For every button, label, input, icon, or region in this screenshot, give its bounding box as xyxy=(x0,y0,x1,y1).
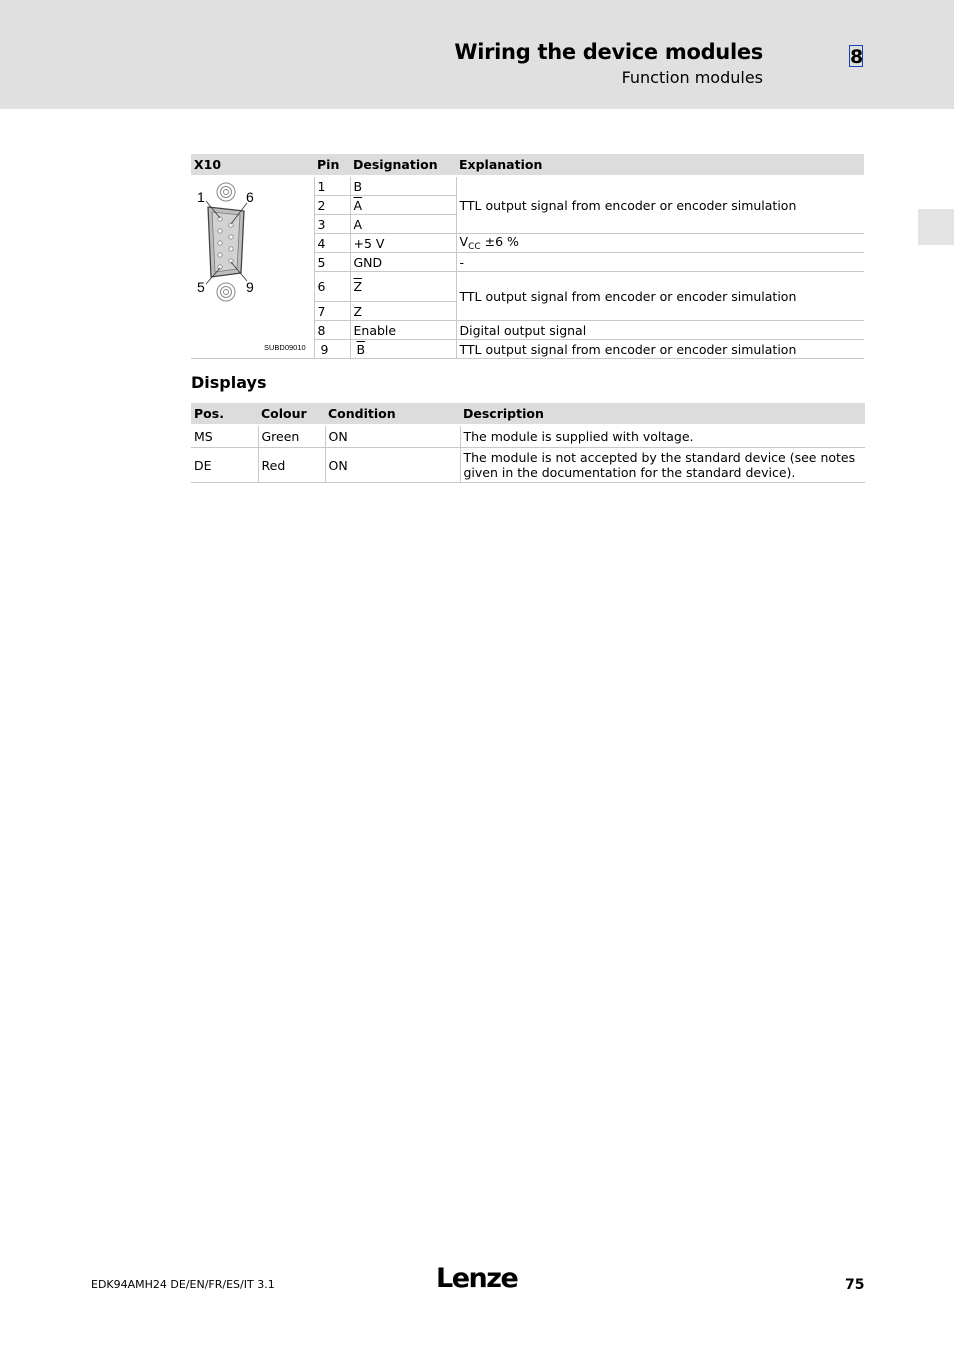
designation-cell: GND xyxy=(350,253,456,272)
pin-cell: 3 xyxy=(314,215,350,234)
colour-cell: Red xyxy=(258,448,325,483)
col-header-x10: X10 xyxy=(191,154,314,176)
table-row xyxy=(191,176,864,196)
designation-cell: $\overline{A}$ xyxy=(350,196,456,215)
explanation-cell: TTL output signal from encoder or encoder simulation xyxy=(456,176,864,234)
col-header-condition: Condition xyxy=(325,403,460,425)
pin-cell: 1 xyxy=(314,176,350,196)
table-header-row xyxy=(191,154,864,176)
explanation-cell xyxy=(456,234,864,253)
description-cell: The module is supplied with voltage. xyxy=(460,425,865,448)
designation-cell: A xyxy=(350,215,456,234)
chapter-number: 8 xyxy=(850,46,864,68)
pos-cell: MS xyxy=(191,425,258,448)
chapter-side-tab xyxy=(918,209,954,245)
designation-cell: $\overline{Z}$ xyxy=(350,272,456,302)
page-header xyxy=(0,0,954,109)
col-header-description: Description xyxy=(460,403,865,425)
connector-pin-table xyxy=(191,154,864,359)
pin-cell: 5 xyxy=(314,253,350,272)
pin-label-5: 5 xyxy=(197,279,205,295)
description-cell: The module is not accepted by the standard device (see notes given in the documentation for the standard device). xyxy=(460,448,865,483)
pin-label-1: 1 xyxy=(197,189,205,205)
col-header-designation: Designation xyxy=(350,154,456,176)
sub-d-9-connector-icon xyxy=(191,177,314,355)
pin-label-6: 6 xyxy=(246,189,254,205)
col-header-colour: Colour xyxy=(258,403,325,425)
image-caption: SUBD09010 xyxy=(264,343,306,352)
connector-diagram-cell xyxy=(191,176,314,359)
section-heading-displays: Displays xyxy=(191,373,267,392)
designation-cell: B xyxy=(350,176,456,196)
table-row xyxy=(191,425,865,448)
pos-cell: DE xyxy=(191,448,258,483)
explanation-cell: TTL output signal from encoder or encoder simulation xyxy=(456,272,864,321)
designation-cell: Z xyxy=(350,302,456,321)
pin-cell: 4 xyxy=(314,234,350,253)
condition-cell: ON xyxy=(325,448,460,483)
pin-label-9: 9 xyxy=(246,279,254,295)
explanation-cell: TTL output signal from encoder or encoder simulation xyxy=(456,340,864,359)
explanation-cell: - xyxy=(456,253,864,272)
colour-cell: Green xyxy=(258,425,325,448)
page-subtitle: Function modules xyxy=(621,68,763,87)
vcc-tolerance: ±6 % xyxy=(480,234,519,249)
page-number: 75 xyxy=(845,1277,865,1293)
table-header-row xyxy=(191,403,865,425)
pin-cell: 8 xyxy=(314,321,350,340)
pin-cell: 9 xyxy=(314,340,350,359)
designation-cell: +5 V xyxy=(350,234,456,253)
table-row xyxy=(191,448,865,483)
displays-table xyxy=(191,403,865,483)
col-header-pin: Pin xyxy=(314,154,350,176)
col-header-explanation: Explanation xyxy=(456,154,864,176)
explanation-cell: Digital output signal xyxy=(456,321,864,340)
vcc-subscript: CC xyxy=(468,242,481,252)
document-id: EDK94AMH24 DE/EN/FR/ES/IT 3.1 xyxy=(91,1278,275,1291)
pin-cell: 6 xyxy=(314,272,350,302)
page-title: Wiring the device modules xyxy=(454,40,763,64)
designation-cell: $\overline{B}$ xyxy=(350,340,456,359)
vcc-main: V xyxy=(459,234,469,249)
condition-cell: ON xyxy=(325,425,460,448)
col-header-pos: Pos. xyxy=(191,403,258,425)
lenze-logo: Lenze xyxy=(436,1263,518,1294)
pin-cell: 7 xyxy=(314,302,350,321)
pin-cell: 2 xyxy=(314,196,350,215)
designation-cell: Enable xyxy=(350,321,456,340)
